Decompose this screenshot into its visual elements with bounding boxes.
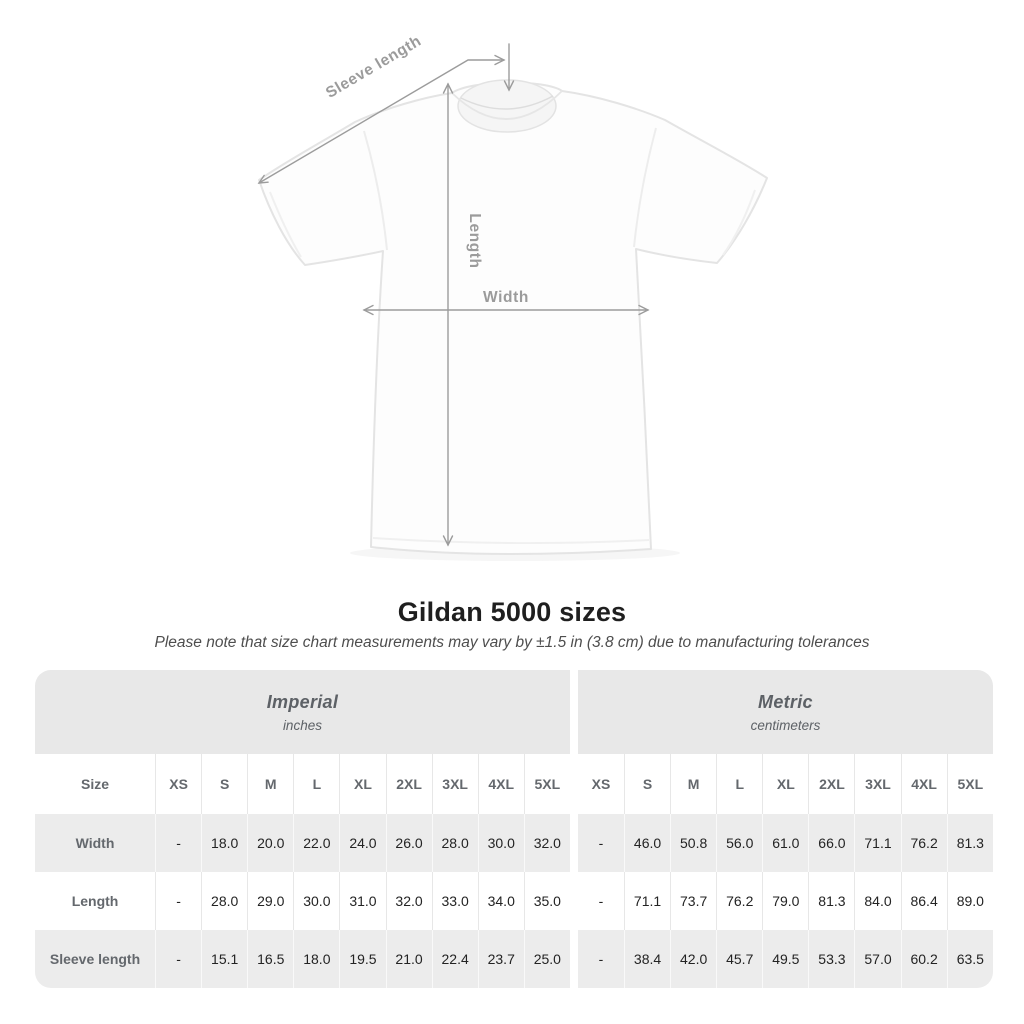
- imperial-label: Imperial: [266, 691, 339, 712]
- cell: 18.0: [293, 930, 339, 988]
- column-header: XS: [155, 754, 201, 814]
- cell: -: [155, 930, 201, 988]
- cell: 42.0: [670, 930, 716, 988]
- cell: 60.2: [901, 930, 947, 988]
- cell: 28.0: [432, 814, 478, 872]
- cell: 34.0: [478, 872, 524, 930]
- cell: -: [598, 893, 604, 909]
- cell: -: [155, 814, 201, 872]
- unit-group-divider: [570, 930, 578, 988]
- cell: 71.1: [624, 872, 670, 930]
- cell: 30.0: [478, 814, 524, 872]
- table-row: [35, 872, 993, 930]
- unit-header-row: [35, 670, 993, 754]
- cell: 32.0: [386, 872, 432, 930]
- cell: 46.0: [624, 814, 670, 872]
- cell: 26.0: [386, 814, 432, 872]
- cell: 22.4: [432, 930, 478, 988]
- column-header: M: [670, 754, 716, 814]
- column-header: L: [716, 754, 762, 814]
- column-header: S: [201, 754, 247, 814]
- column-header: L: [293, 754, 339, 814]
- cell: 24.0: [339, 814, 385, 872]
- cell: 50.8: [670, 814, 716, 872]
- cell: 23.7: [478, 930, 524, 988]
- cell: 32.0: [524, 814, 570, 872]
- unit-group-divider: [570, 754, 578, 814]
- cell: 81.3: [947, 814, 993, 872]
- cell: 49.5: [762, 930, 808, 988]
- imperial-unit-header: [35, 670, 570, 754]
- cell: 19.5: [339, 930, 385, 988]
- page-subtitle: Please note that size chart measurements may vary by ±1.5 in (3.8 cm) due to manufacturing tolerances: [154, 634, 870, 651]
- cell: 61.0: [762, 814, 808, 872]
- metric-unit: centimeters: [750, 717, 821, 733]
- size-column-header: Size: [81, 776, 110, 792]
- metric-label: Metric: [758, 691, 813, 712]
- unit-group-divider: [570, 670, 578, 754]
- cell: 28.0: [201, 872, 247, 930]
- size-table-grid: [35, 670, 993, 988]
- metric-unit-header: [578, 670, 993, 754]
- column-header: M: [247, 754, 293, 814]
- cell: 30.0: [293, 872, 339, 930]
- row-label: Width: [35, 814, 155, 872]
- column-header: XL: [762, 754, 808, 814]
- cell: 38.4: [624, 930, 670, 988]
- sleeve-length-label: Sleeve length: [322, 32, 425, 102]
- cell: 16.5: [247, 930, 293, 988]
- cell: 15.1: [201, 930, 247, 988]
- collar-opening: [458, 80, 556, 132]
- row-label: Sleeve length: [35, 930, 155, 988]
- column-header: 4XL: [901, 754, 947, 814]
- imperial-unit: inches: [282, 717, 322, 733]
- tshirt-body: [259, 83, 767, 554]
- cell: 53.3: [808, 930, 854, 988]
- length-label: Length: [466, 213, 483, 269]
- cell: 56.0: [716, 814, 762, 872]
- cell: 29.0: [247, 872, 293, 930]
- unit-group-divider: [570, 814, 578, 872]
- column-header: 2XL: [808, 754, 854, 814]
- cell: 21.0: [386, 930, 432, 988]
- column-header: 2XL: [386, 754, 432, 814]
- cell: 71.1: [854, 814, 900, 872]
- column-header: 3XL: [432, 754, 478, 814]
- cell: -: [155, 872, 201, 930]
- cell: 25.0: [524, 930, 570, 988]
- cell: 18.0: [201, 814, 247, 872]
- size-header-row: [35, 754, 993, 814]
- column-header: S: [624, 754, 670, 814]
- cell: 89.0: [947, 872, 993, 930]
- table-row: [35, 930, 993, 988]
- cell: 35.0: [524, 872, 570, 930]
- cell: 86.4: [901, 872, 947, 930]
- page-title: Gildan 5000 sizes: [397, 597, 627, 627]
- column-header: 4XL: [478, 754, 524, 814]
- cell: 22.0: [293, 814, 339, 872]
- cell: 20.0: [247, 814, 293, 872]
- cell: 31.0: [339, 872, 385, 930]
- cell: -: [578, 814, 624, 872]
- row-label: Length: [71, 893, 119, 909]
- column-header: 3XL: [854, 754, 900, 814]
- cell: 57.0: [854, 930, 900, 988]
- cell: 63.5: [947, 930, 993, 988]
- cell: 81.3: [808, 872, 854, 930]
- unit-group-divider: [570, 872, 578, 930]
- cell: 76.2: [716, 872, 762, 930]
- cell: 73.7: [670, 872, 716, 930]
- cell: 84.0: [854, 872, 900, 930]
- column-header: 5XL: [524, 754, 570, 814]
- cell: 76.2: [901, 814, 947, 872]
- cell: -: [578, 930, 624, 988]
- cell: 66.0: [808, 814, 854, 872]
- column-header: XL: [339, 754, 385, 814]
- column-header: 5XL: [947, 754, 993, 814]
- size-table: [35, 670, 993, 988]
- table-row: [35, 814, 993, 872]
- width-label: Width: [483, 289, 529, 306]
- column-header: XS: [591, 776, 611, 792]
- cell: 33.0: [432, 872, 478, 930]
- cell: 79.0: [762, 872, 808, 930]
- cell: 45.7: [716, 930, 762, 988]
